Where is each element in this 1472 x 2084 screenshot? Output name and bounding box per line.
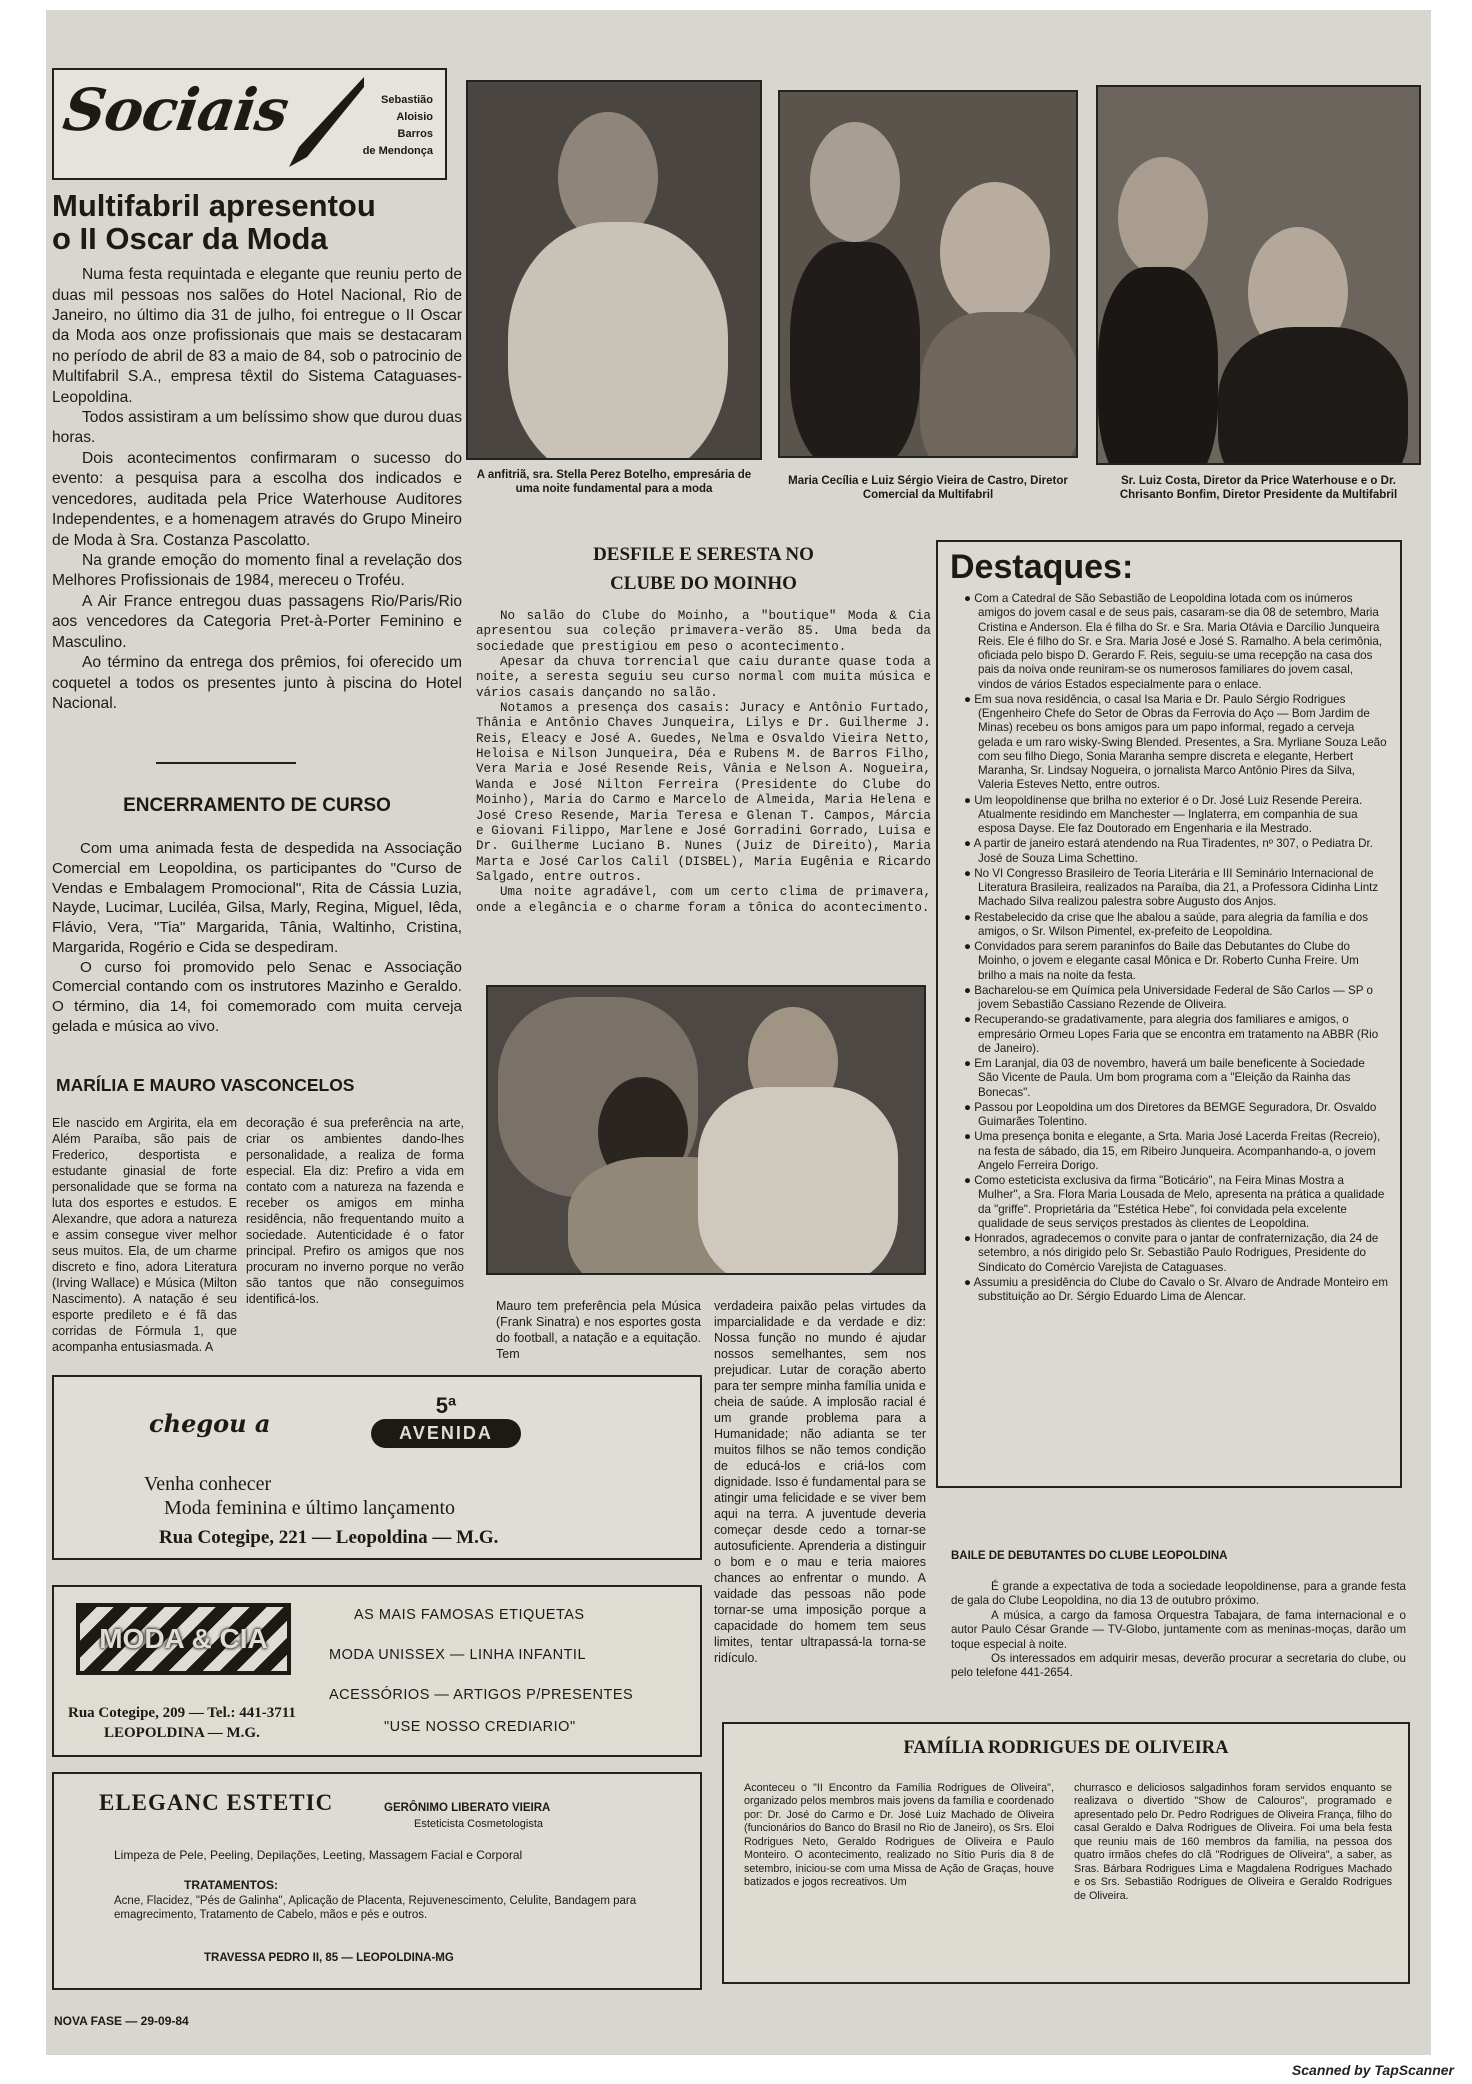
list-item: ● Honrados, agradecemos o convite para o jantar de confraternização, dia 24 de setembro, a nós dirigido pelo Sr. Sebastião Paulo Rodrigues, Presidente do Sindicato do Comércio Varejista de Cataguases. [964,1232,1388,1275]
paragraph: Notamos a presença dos casais: Juracy e Antônio Furtado, Thânia e Antônio Chaves Junqueira, Lilys e Dr. Guilherme J. Reis, Eleacy e José A. Guedes, Nelma e Osvaldo Vieira Netto, Heloisa e Nilson Junqueira, Déa e Rubens M. de Barros Filho, Vera Maria e José Resende Reis, Vânia e Nelson A. Nogueira, Wanda e José Nilton Ferreira (Presidente do Clube do Moinho), Maria do Carmo e Marcelo de Almeida, Maria Helena e José Creso Resende, Maria Teresa e Glenan T. Campos, Márcia e Giovani Filippo, Marlene e José Gorradini Gorrado, Luisa e Dr. Guilherme Luciano B. Nunes (Juiz de Direito), Maria Marta e José Carlos Calil (DISBEL), Maria Eugênia e Ricardo Salgado, entre outros. [476,701,931,884]
newspaper-page [46,10,1431,2055]
baile-article [951,1550,1406,1681]
modacia-logo: MODA & CIA [76,1603,291,1675]
list-item: ● Convidados para serem paraninfos do Baile das Debutantes do Clube do Moinho, o jovem e elegante casal Mônica e Dr. Roberto Cunha Freire. Um brilho a mais na noite da festa. [964,940,1388,983]
eleganc-role: Esteticista Cosmetologista [414,1818,543,1830]
eleganc-name: ELEGANC ESTETIC [99,1790,334,1815]
destaques-list [950,592,1388,1304]
divider [156,762,296,764]
logo-top: 5ª [435,1393,457,1418]
ad-logo-5avenida [366,1395,526,1455]
paragraph: Com uma animada festa de despedida na Associação Comercial em Leopoldina, os participantes do "Curso de Vendas e Embalagem Promocional", Rita de Cássia Luzia, Nayde, Lucimar, Luciléa, Gilsa, Marly, Regina, Miguel, Iêda, Flávio, Vera, "Tia" Margarida, Tânia, Waltinho, Cristina, Margarida, Rogério e Cida se despediram. [52,840,462,956]
modacia-line-3: ACESSÓRIOS — ARTIGOS P/PRESENTES [329,1687,634,1703]
photo-hostess [466,80,762,460]
photo-directors [1096,85,1421,465]
ad-line-1: Venha conhecer [144,1473,272,1495]
modacia-line-2: MODA UNISSEX — LINHA INFANTIL [329,1647,587,1663]
article-headline: BAILE DE DEBUTANTES DO CLUBE LEOPOLDINA [951,1550,1228,1562]
paragraph: Todos assistiram a um belíssimo show que durou duas horas. [52,409,462,447]
ad-address: Rua Cotegipe, 221 — Leopoldina — M.G. [159,1527,499,1548]
paragraph: A música, a cargo da famosa Orquestra Tabajara, de fama internacional e o autor Paulo César Grande — TV-Globo, juntamente com as meninas-moças, darão um toque especial à noite. [951,1608,1406,1651]
issue-footer: NOVA FASE — 29-09-84 [54,2014,189,2028]
author-line: Sebastião [381,94,433,106]
headline-line: Multifabril apresentou [52,188,376,223]
marilia-col-3: Mauro tem preferência pela Música (Frank Sinatra) e nos esportes gosta do football, a natação e a equitação. Tem [496,1299,701,1361]
list-item: ● A partir de janeiro estará atendendo na Rua Tiradentes, nº 307, o Pediatra Dr. José de Souza Lima Schettino. [964,837,1388,866]
eleganc-tratamentos-label: TRATAMENTOS: [184,1878,278,1892]
destaques-title: Destaques: [950,548,1134,586]
list-item: ● Em Laranjal, dia 03 de novembro, haverá um baile beneficente à Sociedade São Vicente de Paula. Um bom programa com a "Eleição da Rainha das Bonecas". [964,1057,1388,1100]
headline-line: o II Oscar da Moda [52,220,328,256]
column-header [52,68,447,180]
marilia-col-1: Ele nascido em Argirita, ela em Além Paraíba, são pais de Frederico, desportista e estudante ginasial de forte personalidade que se forma na luta dos esportes e estudos. E Alexandre, que adora a natureza e assim consegue viver melhor seus muitos. Ela, de um charme discreto e fino, adora Literatura (Irving Wallace) e Música (Milton Nascimento). A natação é seu esporte predileto e é fã das corridas de Fórmula 1, que acompanha entusiasmada. A [52,1116,237,1354]
modacia-address-2: LEOPOLDINA — M.G. [104,1725,260,1741]
ad-modacia [52,1585,702,1757]
list-item: ● Recuperando-se gradativamente, para alegria dos familiares e amigos, o empresário Ormeu Lopes Faria que se encontra em tratamento na ABBR (Rio de Janeiro). [964,1013,1388,1056]
article-headline [52,190,462,255]
paragraph: Na grande emoção do momento final a revelação dos Melhores Profissionais de 1984, mereceu o Troféu. [52,552,462,590]
article-body [52,265,462,714]
modacia-address-1: Rua Cotegipe, 209 — Tel.: 441-3711 [68,1705,296,1721]
article-body [476,609,931,916]
ad-eleganc [52,1772,702,1990]
paragraph: Ao término da entrega dos prêmios, foi oferecido um coquetel a todos os presentes junto à piscina do Hotel Nacional. [52,654,462,712]
author-line: Aloisio [396,111,433,124]
paragraph: Dois acontecimentos confirmaram o sucesso do evento: a pesquisa para a escolha dos indicados e vencedores, auditada pela Price Waterhouse Auditores Independentes, e a homenagem através do Grupo Mineiro de Moda à Sra. Costanza Pascolatto. [52,449,462,549]
scanner-watermark: Scanned by TapScanner [1291,2062,1454,2078]
paragraph: O curso foi promovido pelo Senac e Associação Comercial contando com os instrutores Mazinho e Geraldo. O término, dia 14, foi comemorado com muita cerveja gelada e música ao vivo. [52,958,462,1035]
list-item: ● Um leopoldinense que brilha no exterior é o Dr. José Luiz Resende Pereira. Atualmente residindo em Manchester — Inglaterra, em companhia de sua esposa Dayse. Ele faz Doutorado em Engenharia e ila Mestrado. [964,794,1388,837]
list-item: ● Como esteticista exclusiva da firma "Boticário", na Feira Minas Mostra a Mulher", a Sra. Flora Maria Lousada de Melo, apresenta na prática a qualidade da "griffe". Proprietária da "Estética Hebe", foi convidada pela excelente qualidade de seus serviços prestados às clientes de Leopoldina. [964,1174,1388,1231]
eleganc-address: TRAVESSA PEDRO II, 85 — LEOPOLDINA-MG [204,1952,454,1964]
article-headline [476,540,931,599]
paragraph: A Air France entregou duas passagens Rio/Paris/Rio aos vencedores da Categoria Pret-à-Porter Feminino e Masculino. [52,592,462,651]
modacia-line-1: AS MAIS FAMOSAS ETIQUETAS [354,1607,585,1623]
column-title: Sociais [59,76,292,144]
logo-main: AVENIDA [371,1419,521,1448]
modacia-line-4: "USE NOSSO CREDIARIO" [384,1719,576,1735]
list-item: ● Bacharelou-se em Química pela Universidade Federal de São Carlos — SP o jovem Sebastião Cassiano Rezende de Oliveira. [964,984,1388,1013]
article-headline: ENCERRAMENTO DE CURSO [123,795,391,816]
ad-line-2: Moda feminina e último lançamento [164,1497,456,1519]
photo-marilia-mauro [486,985,926,1275]
list-item: ● Assumiu a presidência do Clube do Cavalo o Sr. Alvaro de Andrade Monteiro em substituição ao Dr. Sérgio Eduardo Lima de Alencar. [964,1276,1388,1305]
pen-nib-icon [269,72,369,172]
photo-couple [778,90,1078,458]
paragraph: Uma noite agradável, com um certo clima de primavera, onde a elegância e o charme foram a tônica do acontecimento. [476,885,931,915]
ad-5avenida [52,1375,702,1560]
destaques-box [936,540,1402,1488]
eleganc-tratamentos: Acne, Flacidez, "Pés de Galinha", Aplicação de Placenta, Rejuvenescimento, Celulite, Bandagem para emagrecimento, Tratamento de Cabelo, mãos e pés e outros. [114,1895,637,1922]
encerramento-article [52,795,462,1037]
marilia-headline: MARÍLIA E MAURO VASCONCELOS [56,1075,355,1095]
multifabril-article [52,190,462,714]
list-item: ● Restabelecido da crise que lhe abalou a saúde, para alegria da família e dos amigos, o Sr. Wilson Pimentel, ex-prefeito de Leopoldina. [964,911,1388,940]
marilia-col-4: verdadeira paixão pelas virtudes da imparcialidade e da verdade e diz: Nossa função no mundo é ajudar nossos semelhantes, sem nos prejudicar. Lutar de coração aberto para ter sempre minha família unida e cheia de saúde. A implosão racial é um grande problema para a Humanidade; não adianta se ter muitos filhos se não temos condição de educá-los e criá-los com dignidade. Isso é fundamental para se atingir uma felicidade e se viver bem aqui na terra. A juventude deveria começar desde cedo a tornar-se autosuficiente. Aprenderia a distinguir o bom e o mau e teria maiores chances ao enfrentar o mundo. A vaidade das pessoas não pode tornar-se uma imposição porque a capacidade do homem tem seus limites, tentar ultrapassá-la torna-se ridículo. [714,1299,926,1665]
article-body [951,1580,1406,1681]
list-item: ● No VI Congresso Brasileiro de Teoria Literária e III Seminário Internacional de Literatura Brasileira, realizados na Paraíba, dia 21, a Professora Cidinha Lintz Machado Silva realizou palestra sobre Augusto dos Anjos. [964,867,1388,910]
list-item: ● Em sua nova residência, o casal Isa Maria e Dr. Paulo Sérgio Rodrigues (Engenheiro Chefe do Setor de Obras da Ferrovia do Aço — Bom Jardim de Minas) recebeu os bons amigos para um papo informal, regado a cerveja gelada e um raro wisky-Swing Blended. Presentes, a Sra. Myrliane Souza Leão com seu filho Diego, Sonia Maranha sempre discreta e elegante, Herbert Maranha, Sr. Lindsay Nogueira, o jornalista Marco Antônio Pires da Silva, Valeria Esteves Netto, entre outros. [964,693,1388,793]
headline-line: DESFILE E SERESTA NO [593,544,814,565]
list-item: ● Passou por Leopoldina um dos Diretores da BEMGE Seguradora, Dr. Osvaldo Guimarães Tolentino. [964,1101,1388,1130]
author-line: Barros [397,128,433,141]
paragraph: No salão do Clube do Moinho, a "boutique" Moda & Cia apresentou sua coleção primavera-verão 85. Uma beda da sociedade que prestigiou em peso o acontecimento. [476,608,931,654]
photo-caption: A anfitriã, sra. Stella Perez Botelho, empresária de uma noite fundamental para a moda [476,469,752,496]
ad-chegou: chegou a [149,1409,271,1438]
article-headline: FAMÍLIA RODRIGUES DE OLIVEIRA [903,1738,1229,1758]
eleganc-person: GERÔNIMO LIBERATO VIEIRA [384,1802,551,1814]
list-item: ● Uma presença bonita e elegante, a Srta. Maria José Lacerda Freitas (Recreio), na festa de sábado, dia 15, em Ribeiro Junqueira. Acompanhando-a, o jovem Angelo Ferreira Dorigo. [964,1130,1388,1173]
paragraph: Apesar da chuva torrencial que caiu durante quase toda a noite, a seresta seguiu seu curso normal com muita música e vários casais dançando no salão. [476,654,931,700]
paragraph: Os interessados em adquirir mesas, deverão procurar a secretaria do clube, ou pelo telefone 441-2654. [951,1651,1406,1680]
familia-col-1: Aconteceu o "II Encontro da Família Rodrigues de Oliveira", organizado pelos membros mais jovens da família e coordenado por: Dr. José do Carmo e Dr. José Luiz Machado de Oliveira (funcionários do Banco do Brasil no Rio de Janeiro), os Srs. Eloi Rodrigues Neto, Geraldo Rodrigues de Oliveira e Paulo Monteiro. O acontecimento, realizado no Sítio Puris dia 8 de setembro, iniciou-se com uma Missa de Ação de Graças, houve batizados e jogos recreativos. Um [744,1782,1054,1889]
paragraph: Numa festa requintada e elegante que reuniu perto de duas mil pessoas nos salões do Hotel Nacional, Rio de Janeiro, no último dia 31 de julho, foi entregue o II Oscar da Moda aos onze profissionais que mais se destacaram no período de abril de 83 a maio de 84, sob o patrocinio de Multifabril S.A., empresa têxtil do Sistema Cataguases-Leopoldina. [52,266,462,406]
desfile-article [476,540,931,916]
familia-col-2: churrasco e deliciosos salgadinhos foram servidos enquanto se realizava o divertido "Show de Calouros", programado e apresentado pelo Dr. Pedro Rodrigues de Oliveira França, filho do casal Geraldo e Dalva Rodrigues de Oliveira. Foi uma bela festa que reuniu mais de 160 membros da família, na pessoa dos quatro irmãos chefes do clã "Rodrigues de Oliveira", a saber, as Sras. Bárbara Rodrigues Lima e Magdalena Rodrigues Machado e os Srs. Sebastião Rodrigues de Oliveira e Geraldo Rodrigues de Oliveira. [1074,1782,1392,1902]
paragraph: É grande a expectativa de toda a sociedade leopoldinense, para a grande festa de gala do Clube Leopoldina, no dia 13 de outubro próximo. [951,1580,1406,1608]
marilia-col-2: decoração é sua preferência na arte, criar os ambientes dando-lhes personalidade, a realiza de forma especial. Ela diz: Prefiro a vida em contato com a natureza na fazenda e receber os amigos em minha residência, não frequentando muito a sociedade. Autenticidade é o fator principal. Prefiro os amigos que nos procuram no inverno porque no verão são tantos que não conseguimos identificá-los. [246,1116,464,1306]
column-author [363,92,433,160]
eleganc-services: Limpeza de Pele, Peeling, Depilações, Leeting, Massagem Facial e Corporal [114,1848,523,1862]
photo-caption: Sr. Luiz Costa, Diretor da Price Waterhouse e o Dr. Chrisanto Bonfim, Diretor Presidente da Multifabril [1119,475,1398,502]
photo-caption: Maria Cecília e Luiz Sérgio Vieira de Castro, Diretor Comercial da Multifabril [788,475,1068,502]
article-body [52,839,462,1037]
list-item: ● Com a Catedral de São Sebastião de Leopoldina lotada com os inúmeros amigos do jovem casal e de seus pais, casaram-se dia 08 de setembro, Maria Cristina e Anderson. Ela é filha do Sr. e Sra. Maria Otávia e Darcílio Junqueira Reis. Ele é filho do Sr. e Sra. Maria José e José S. Ramalho. A bela cerimônia, oficiada pelo bispo D. Gerardo F. Reis, seguiu-se uma recepção na casa dos pais da noiva onde reuniram-se os numerosos familiares do jovem casal, vindos de vários Estados especialmente para o enlace. [964,592,1388,692]
headline-line: CLUBE DO MOINHO [610,573,797,595]
author-line: de Mendonça [362,145,433,158]
familia-box [722,1722,1410,1984]
